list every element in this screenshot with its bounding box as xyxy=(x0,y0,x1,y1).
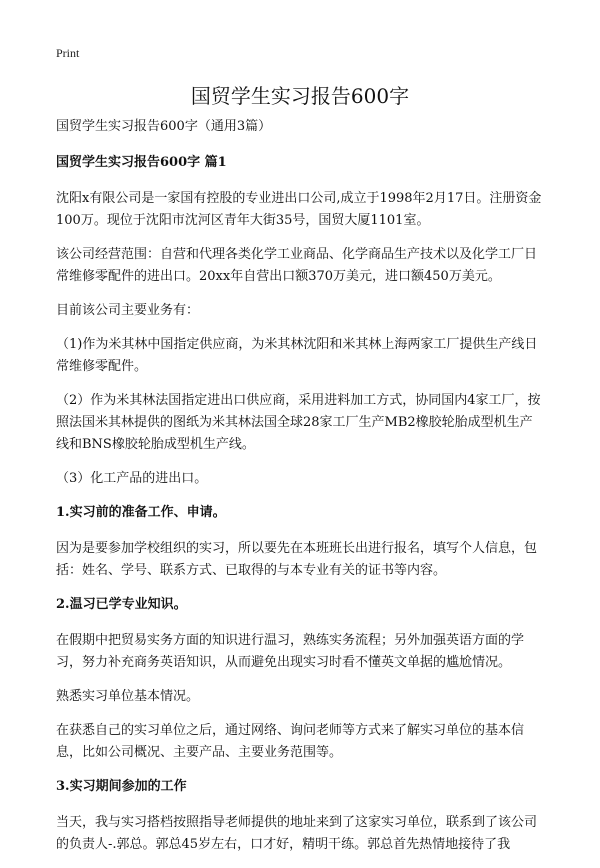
body-paragraph: 沈阳x有限公司是一家国有控股的专业进出口公司,成立于1998年2月17日。注册资金100万。现位于沈阳市沈河区青年大街35号，国贸大厦1101室。 xyxy=(56,191,542,228)
document-body xyxy=(56,116,544,868)
body-paragraph: 熟悉实习单位基本情况。 xyxy=(56,689,200,704)
document-title: 国贸学生实习报告600字 xyxy=(190,84,410,108)
print-label: Print xyxy=(56,46,80,60)
body-paragraph: （3）化工产品的进出口。 xyxy=(56,471,208,486)
body-paragraph: 目前该公司主要业务有： xyxy=(56,303,200,318)
body-paragraph: 该公司经营范围：自营和代理各类化学工业商品、化学商品生产技术以及化学工厂日常维修零配件的进出口。20xx年自营出口额370万美元，进口额450万美元。 xyxy=(56,247,538,284)
body-paragraph: （2）作为米其林法国指定进出口供应商，采用进料加工方式，协同国内4家工厂，按照法国米其林提供的图纸为米其林法国全球28家工厂生产MB2橡胶轮胎成型机生产线和BNS橡胶轮胎成型机生产线。 xyxy=(56,393,541,452)
section-heading: 1.实习前的准备工作、申请。 xyxy=(56,505,226,520)
document-subtitle: 国贸学生实习报告600字（通用3篇） xyxy=(56,119,272,134)
section-heading: 3.实习期间参加的工作 xyxy=(56,779,187,794)
body-paragraph: 当天，我与实习搭档按照指导老师提供的地址来到了这家实习单位，联系到了该公司的负责人-.郭总。郭总45岁左右，口才好，精明干练。郭总首先热情地接待了我 xyxy=(56,815,538,852)
section-heading: 2.温习已学专业知识。 xyxy=(56,597,187,612)
body-paragraph: 因为是要参加学校组织的实习，所以要先在本班班长出进行报名，填写个人信息，包括：姓名、学号、联系方式、已取得的与本专业有关的证书等内容。 xyxy=(56,541,538,578)
body-paragraph: 在获悉自己的实习单位之后，通过网络、询问老师等方式来了解实习单位的基本信息，比如公司概况、主要产品、主要业务范围等。 xyxy=(56,723,525,760)
body-paragraph: 在假期中把贸易实务方面的知识进行温习，熟练实务流程；另外加强英语方面的学习，努力补充商务英语知识，从而避免出现实习时看不懂英文单据的尴尬情况。 xyxy=(56,633,525,670)
section-heading: 国贸学生实习报告600字 篇1 xyxy=(56,155,227,170)
body-paragraph: （1)作为米其林中国指定供应商，为米其林沈阳和米其林上海两家工厂提供生产线日常维修零配件。 xyxy=(56,337,538,374)
